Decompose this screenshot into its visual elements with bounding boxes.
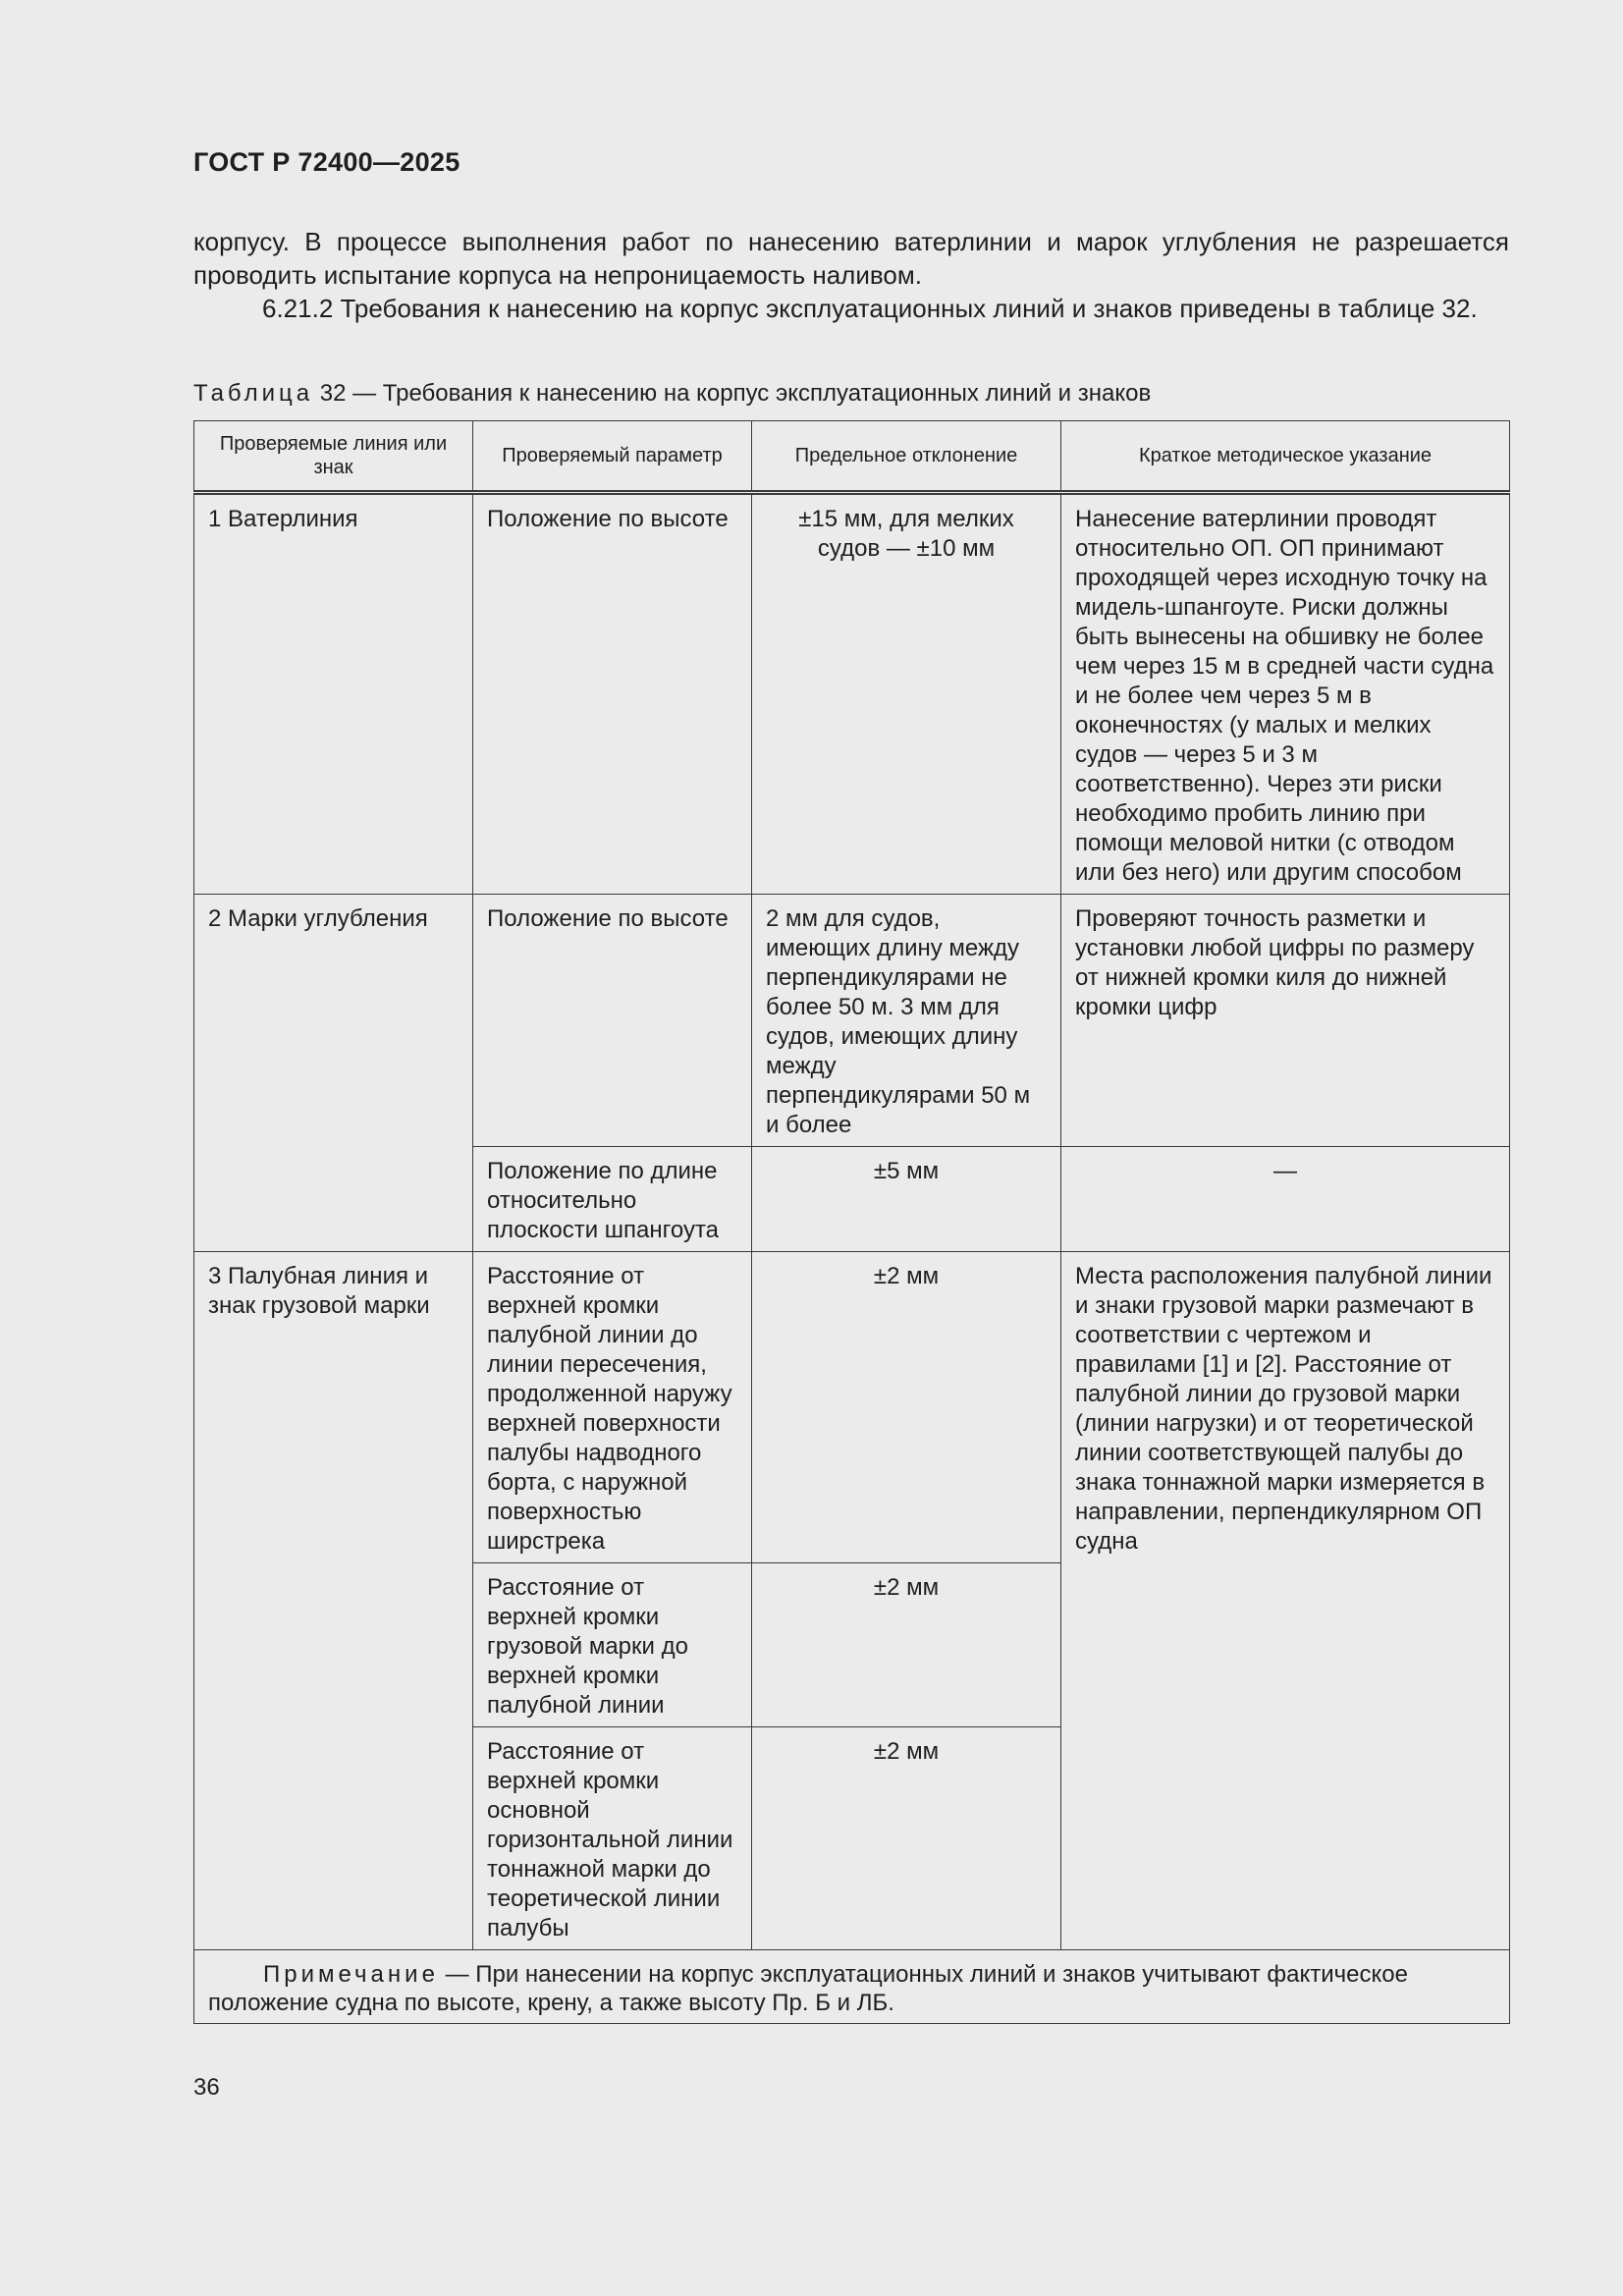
- table-row: [194, 493, 1510, 895]
- requirements-table: [193, 420, 1510, 2024]
- row-param: Положение по длине относительно плоскости шпангоута: [473, 1147, 752, 1252]
- table-caption-prefix: Таблица: [193, 380, 314, 407]
- table-row: [194, 895, 1510, 1147]
- header-param: Проверяемый параметр: [473, 421, 752, 493]
- row-instruction: —: [1061, 1147, 1510, 1252]
- row-deviation: 2 мм для судов, имеющих длину между перпендикулярами не более 50 м. 3 мм для судов, имеющих длину между перпендикулярами 50 м и более: [752, 895, 1061, 1147]
- document-header: ГОСТ Р 72400—2025: [193, 147, 460, 177]
- page-number: 36: [193, 2074, 220, 2101]
- header-instruction: Краткое методическое указание: [1061, 421, 1510, 493]
- row-param: Положение по высоте: [473, 493, 752, 895]
- header-item: Проверяемые линия или знак: [194, 421, 473, 493]
- row-param: Расстояние от верхней кромки основной горизонтальной линии тоннажной марки до теоретической линии палубы: [473, 1727, 752, 1950]
- row-deviation: ±2 мм: [752, 1563, 1061, 1727]
- table-row: [194, 1252, 1510, 1563]
- paragraph-2: 6.21.2 Требования к нанесению на корпус эксплуатационных линий и знаков приведены в таблице 32.: [262, 294, 1478, 323]
- row-deviation: ±2 мм: [752, 1727, 1061, 1950]
- paragraph-1: корпусу. В процессе выполнения работ по нанесению ватерлинии и марок углубления не разрешается проводить испытание корпуса на непроницаемость наливом.: [193, 227, 1509, 290]
- table-note-row: [194, 1950, 1510, 2024]
- row-param: Расстояние от верхней кромки грузовой марки до верхней кромки палубной линии: [473, 1563, 752, 1727]
- table-caption-text: 32 — Требования к нанесению на корпус эксплуатационных линий и знаков: [313, 380, 1152, 407]
- row-instruction: Нанесение ватерлинии проводят относительно ОП. ОП принимают проходящей через исходную точку на мидель-шпангоуте. Риски должны быть вынесены на обшивку не более чем через 15 м в средней части судна и не более чем через 5 м в оконечностях (у малых и мелких судов — через 5 и 3 м соответственно). Через эти риски необходимо пробить линию при помощи меловой нитки (с отводом или без него) или другим способом: [1061, 493, 1510, 895]
- note-text: — При нанесении на корпус эксплуатационных линий и знаков учитывают фактическое положение судна по высоте, крену, а также высоту Пр. Б и ЛБ.: [208, 1961, 1408, 2016]
- row-param: Положение по высоте: [473, 895, 752, 1147]
- row-item: 3 Палубная линия и знак грузовой марки: [194, 1252, 473, 1950]
- row-instruction: Места расположения палубной линии и знаки грузовой марки размечают в соответствии с чертежом и правилами [1] и [2]. Расстояние от палубной линии до грузовой марки (линии нагрузки) и от теоретической линии соответствующей палубы до знака тоннажной марки измеряется в направлении, перпендикулярном ОП судна: [1061, 1252, 1510, 1950]
- row-param: Расстояние от верхней кромки палубной линии до линии пересечения, продолженной наружу верхней поверхности палубы надводного борта, с наружной поверхностью ширстрека: [473, 1252, 752, 1563]
- row-item: 2 Марки углубления: [194, 895, 473, 1252]
- row-deviation: ±5 мм: [752, 1147, 1061, 1252]
- header-deviation: Предельное отклонение: [752, 421, 1061, 493]
- row-instruction: Проверяют точность разметки и установки любой цифры по размеру от нижней кромки киля до нижней кромки цифр: [1061, 895, 1510, 1147]
- row-deviation: ±15 мм, для мелких судов — ±10 мм: [752, 493, 1061, 895]
- table-note: [194, 1950, 1510, 2024]
- table-header-row: [194, 421, 1510, 493]
- row-item: 1 Ватерлиния: [194, 493, 473, 895]
- row-deviation: ±2 мм: [752, 1252, 1061, 1563]
- table-caption: [193, 379, 1151, 409]
- note-prefix: Примечание: [263, 1961, 439, 1988]
